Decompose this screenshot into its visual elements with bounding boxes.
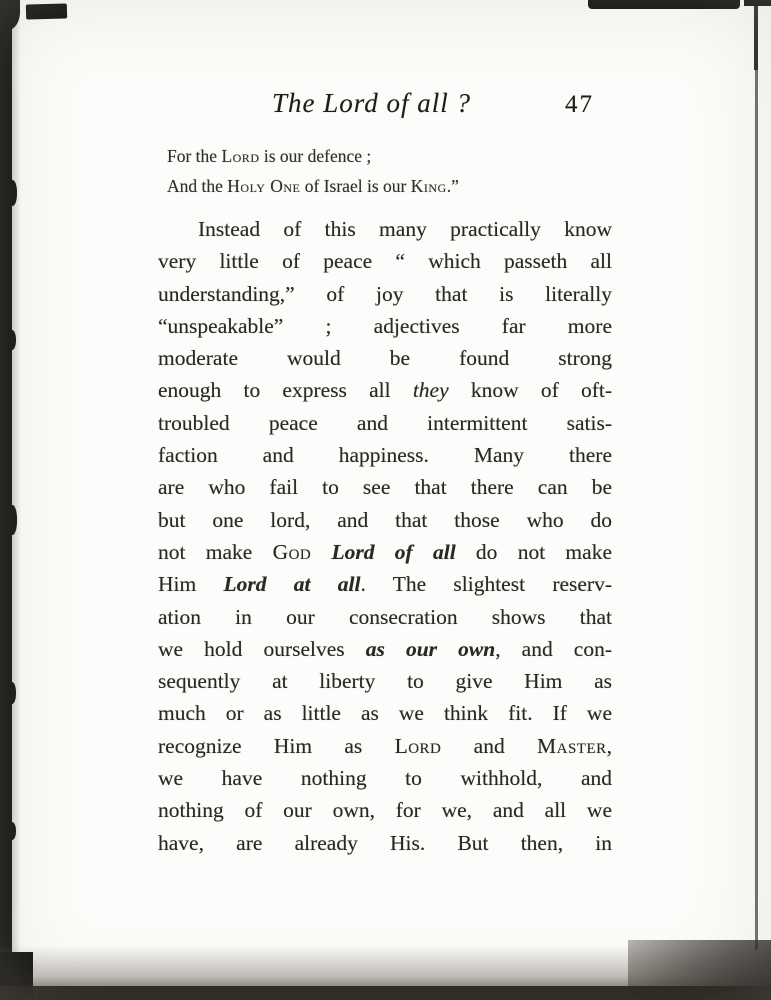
text-line: [167, 171, 633, 201]
text-line: [158, 794, 612, 826]
text-segment: .”: [446, 176, 459, 196]
text-segment-bi: Lord of all: [331, 539, 456, 564]
text-segment-sc: Master: [537, 733, 607, 758]
scan-corner-bottom-left: [0, 952, 33, 1000]
text-line: [158, 342, 612, 374]
text-line: [158, 730, 612, 762]
text-line: [158, 504, 612, 536]
text-segment: very little of peace “ which passeth all: [158, 249, 612, 274]
scan-edge-right-dark: [754, 6, 758, 70]
text-line: [158, 762, 612, 794]
text-segment: recognize Him as: [158, 733, 395, 758]
text-segment: but one lord, and that those who do: [158, 507, 612, 532]
scan-edge-left-shadow: [12, 0, 21, 1000]
text-segment: faction and happiness. Many there: [158, 443, 612, 468]
text-segment: know of oft-: [448, 378, 612, 403]
text-line: [158, 310, 612, 342]
text-segment-i: they: [412, 378, 449, 403]
text-line: [158, 407, 612, 439]
page-header: [160, 88, 614, 130]
text-segment: ation in our consecration shows that: [158, 604, 612, 629]
text-segment: not make: [158, 539, 273, 564]
text-segment: nothing of our own, for we, and all we: [158, 798, 612, 823]
scan-corner-bottom-right: [628, 940, 771, 1000]
verse-quote-block: [167, 141, 633, 201]
body-text-block: [158, 213, 612, 859]
text-segment-bi: as our own: [365, 636, 496, 661]
text-line: [158, 439, 612, 471]
text-segment-sc: Holy One: [227, 176, 301, 196]
text-line: [158, 278, 612, 310]
text-segment: we have nothing to withhold, and: [158, 766, 612, 791]
text-segment: . The slightest reserv-: [360, 572, 613, 597]
text-segment: and: [441, 733, 537, 758]
scan-blemish: [7, 180, 17, 206]
text-segment: is our defence ;: [259, 146, 372, 166]
text-segment: do not make: [455, 539, 612, 564]
text-segment: [311, 540, 331, 564]
scan-blemish: [7, 822, 16, 840]
scan-edge-left: [0, 0, 12, 1000]
text-segment: ,: [606, 733, 612, 758]
text-segment-sc: God: [272, 539, 312, 564]
text-line: [167, 141, 633, 171]
text-segment-bi: Lord at all: [223, 572, 361, 597]
text-segment: understanding,” of joy that is literally: [158, 281, 612, 306]
text-segment: have, are already His. But then, in: [158, 830, 612, 855]
text-line: [158, 827, 612, 859]
scan-edge-right-line: [755, 6, 758, 950]
scan-blemish: [7, 505, 17, 535]
scan-mark-top-left: [26, 3, 67, 19]
text-segment: much or as little as we think fit. If we: [158, 701, 612, 726]
scan-mark-top-right-corner: [744, 0, 771, 6]
text-segment: we hold ourselves: [158, 636, 366, 661]
text-segment: of Israel is our: [300, 176, 411, 196]
scan-blemish: [0, 0, 20, 30]
text-segment: sequently at liberty to give Him as: [158, 669, 612, 694]
text-segment: And the: [167, 176, 228, 196]
text-line: [158, 374, 612, 406]
page-number: 47: [565, 91, 594, 118]
text-line: [158, 697, 612, 729]
text-segment: enough to express all: [158, 378, 413, 403]
scan-strip-bottom: [0, 986, 771, 1000]
text-line: [158, 665, 612, 697]
scan-band-bottom: [0, 946, 771, 1000]
scan-blemish: [7, 330, 16, 350]
text-segment: moderate would be found strong: [158, 346, 612, 371]
text-line: [158, 536, 612, 568]
text-line: [158, 568, 612, 600]
text-line: [158, 245, 612, 277]
text-line: [158, 471, 612, 503]
text-segment: , and con-: [495, 636, 612, 661]
text-segment-sc: Lord: [221, 146, 260, 166]
scan-blemish: [7, 682, 16, 704]
text-line: [158, 601, 612, 633]
text-segment: are who fail to see that there can be: [158, 475, 612, 500]
scan-mark-top-right: [588, 0, 740, 9]
text-line: [158, 633, 612, 665]
text-segment-sc: King: [410, 176, 447, 196]
text-segment: Him: [158, 572, 224, 597]
text-segment: Instead of this many practically know: [198, 217, 612, 241]
text-segment: For the: [167, 146, 222, 166]
running-title: The Lord of all ?: [272, 88, 472, 118]
text-segment-sc: Lord: [394, 733, 442, 758]
text-segment: troubled peace and intermittent satis-: [158, 410, 612, 435]
text-line: [158, 213, 612, 245]
text-segment: “unspeakable” ; adjectives far more: [158, 313, 612, 338]
